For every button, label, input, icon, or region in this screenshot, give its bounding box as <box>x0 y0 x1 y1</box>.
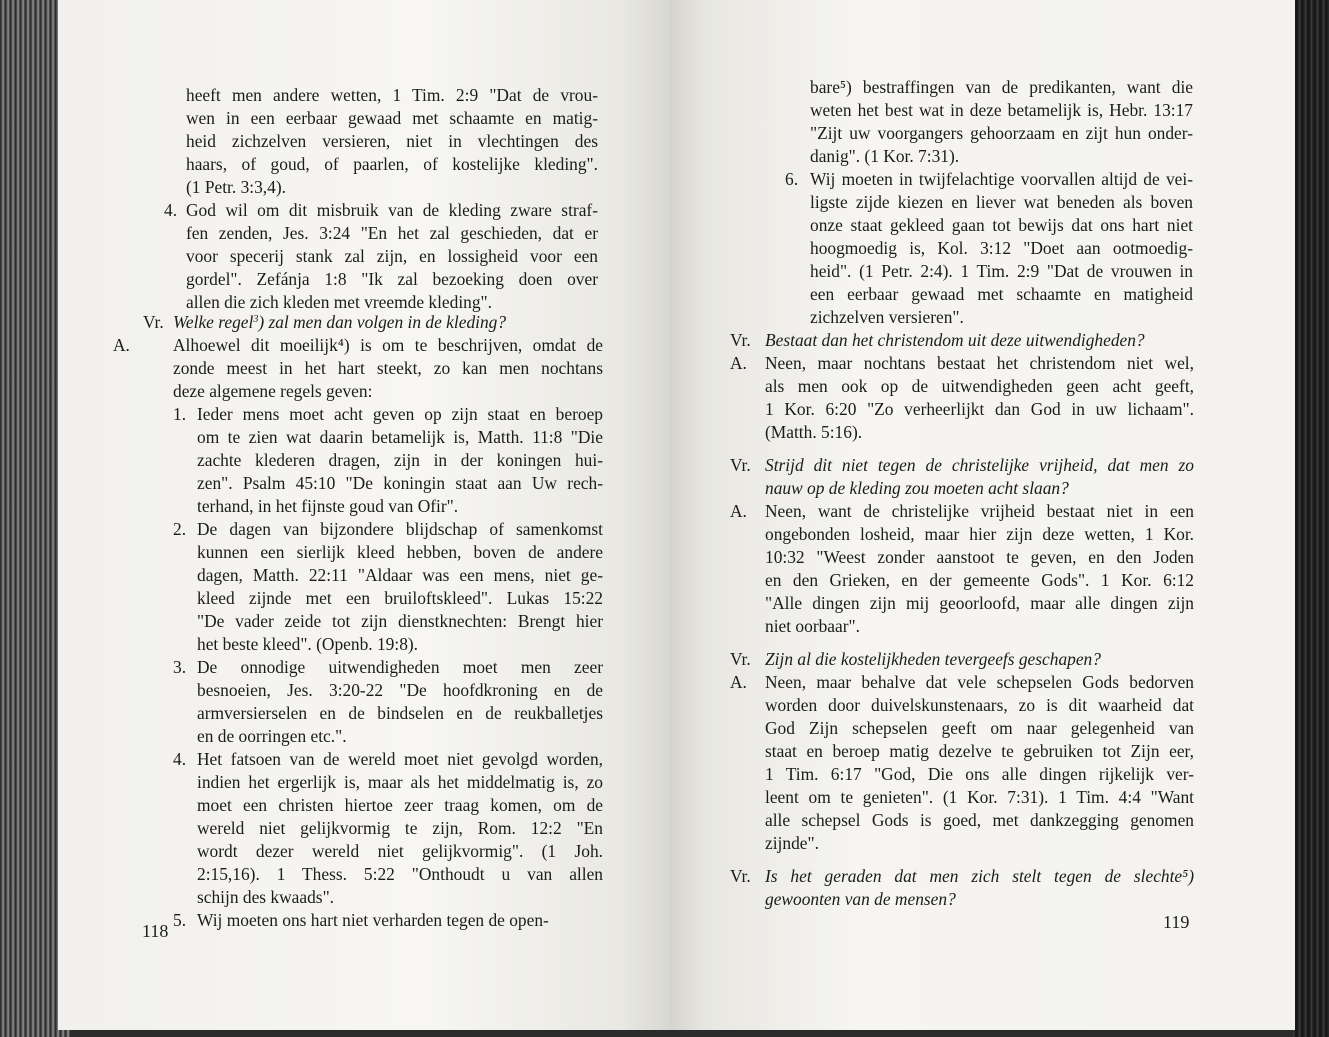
text-line: Wij moeten in twijfelachtige voorvallen altijd de vei- <box>810 169 1193 189</box>
text-line: danig". (1 Kor. 7:31). <box>810 146 960 166</box>
left-page <box>58 0 670 1030</box>
page-number-left: 118 <box>142 921 169 941</box>
question-1 <box>143 311 603 334</box>
text-line: wereld niet gelijkvormig te zijn, Rom. 12:2 "En <box>197 818 603 838</box>
text-line: zichzelven versieren". <box>810 307 964 327</box>
question-label: Vr. <box>730 649 751 669</box>
text-line: 1 Tim. 6:17 "God, Die ons alle dingen rijkelijk ver- <box>765 764 1194 784</box>
question-text-a: Welke regel <box>173 312 254 332</box>
text-line: besnoeien, Jes. 3:20-22 "De hoofdkroning en de <box>197 680 603 700</box>
answer <box>730 500 1194 638</box>
footnote-ref: 3 <box>253 314 259 325</box>
text-line: heid". (1 Petr. 2:4). 1 Tim. 2:9 "Dat de vrouwen in <box>810 261 1193 281</box>
text-line: gordel". Zefánja 1:8 "Ik zal bezoeking doen over <box>186 269 598 289</box>
text-line: Is het geraden dat men zich stelt tegen de slechte⁵) <box>765 866 1194 886</box>
text-line: weten het best wat in deze betamelijk is, Hebr. 13:17 <box>810 100 1193 120</box>
text-line: gewoonten van de mensen? <box>765 889 956 909</box>
text-line: worden door duivelskunstenaars, zo is dit waarheid dat <box>765 695 1194 715</box>
numbered-item <box>785 168 1193 329</box>
text-line: "Alle dingen zijn mij geoorloofd, maar alle dingen zijn <box>765 593 1194 613</box>
text-line: schijn des kwaads". <box>197 887 335 907</box>
item-number: 6. <box>785 169 799 189</box>
question <box>730 454 1194 500</box>
left-qa <box>113 311 603 932</box>
numbered-item <box>173 403 603 518</box>
text-line: voor specerij stank zal zijn, en lossigheid voor een <box>186 246 598 266</box>
book-edge-right <box>1293 0 1329 1037</box>
text-line: Neen, want de christelijke vrijheid bestaat niet in een <box>765 501 1194 521</box>
text-line: indien het ergerlijk is, maar als het middelmatig is, zo <box>197 772 603 792</box>
text-line: dagen, Matth. 22:11 "Aldaar was een mens, niet ge- <box>197 565 603 585</box>
answer-label: A. <box>113 335 130 355</box>
text-line: Bestaat dan het christendom uit deze uitwendigheden? <box>765 330 1145 350</box>
text-line: staat en beroep matig dezelve te gebruiken tot Zijn eer, <box>765 741 1194 761</box>
text-line: (1 Petr. 3:3,4). <box>186 177 286 197</box>
text-line: Neen, maar nochtans bestaat het christendom niet wel, <box>765 353 1194 373</box>
question <box>730 865 1194 911</box>
text-line: Strijd dit niet tegen de christelijke vrijheid, dat men zo <box>765 455 1194 475</box>
item-number: 2. <box>173 519 187 539</box>
text-line: kleed zijnde met een bruiloftskleed". Lukas 15:22 <box>197 588 603 608</box>
text-line: Alhoewel dit moeilijk⁴) is om te beschrijven, omdat de <box>173 335 603 355</box>
question-text <box>173 311 603 334</box>
text-line: een eerbaar gewaad met schaamte en matigheid <box>810 284 1193 304</box>
right-page <box>670 0 1295 1030</box>
text-line: "De vader zeide tot zijn dienstknechten: Brengt hier <box>197 611 603 631</box>
item-6 <box>765 168 1193 329</box>
text-line: fen zenden, Jes. 3:24 "En het zal geschieden, dat er <box>186 223 598 243</box>
continued-item-5 <box>765 76 1193 168</box>
text-line: ongebonden losheid, maar hier zijn deze wetten, 1 Kor. <box>765 524 1194 544</box>
text-line: Zijn al die kostelijkheden tevergeefs geschapen? <box>765 649 1101 669</box>
text-line: nauw op de kleding zou moeten acht slaan? <box>765 478 1069 498</box>
rules-list <box>143 403 603 932</box>
text-line: Neen, maar behalve dat vele schepselen Gods bedorven <box>765 672 1194 692</box>
item-4 <box>164 199 598 314</box>
left-page-text <box>164 84 598 314</box>
item-number: 4. <box>164 200 178 220</box>
answer-label: A. <box>730 353 747 373</box>
question-label: Vr. <box>730 866 751 886</box>
numbered-item <box>173 909 603 932</box>
text-line: heeft men andere wetten, 1 Tim. 2:9 "Dat de vrou- <box>186 85 598 105</box>
text-line: bare⁵) bestraffingen van de predikanten, want die <box>810 77 1193 97</box>
text-line: wen in een eerbaar gewaad met schaamte en matig- <box>186 108 598 128</box>
text-line: Ieder mens moet acht geven op zijn staat en beroep <box>197 404 603 424</box>
text-line: "Zijt uw voorgangers gehoorzaam en zijt hun onder- <box>810 123 1193 143</box>
text-line: allen die zich kleden met vreemde kleding". <box>186 292 493 312</box>
spacer <box>730 638 1194 648</box>
text-line: God Zijn schepselen geeft om naar gelegenheid van <box>765 718 1194 738</box>
text-line: Het fatsoen van de wereld moet niet gevolgd worden, <box>197 749 603 769</box>
text-line: Wij moeten ons hart niet verharden tegen de open- <box>197 910 549 930</box>
item-number: 3. <box>173 657 187 677</box>
answer-text <box>173 334 603 403</box>
text-line: moet een christen hiertoe zeer traag komen, om de <box>197 795 603 815</box>
text-line: hoogmoedig is, Kol. 3:12 "Doet aan ootmoedig- <box>810 238 1193 258</box>
question <box>730 648 1194 671</box>
question <box>730 329 1194 352</box>
text-line: leent om te genieten". (1 Kor. 7:31). 1 Tim. 4:4 "Want <box>765 787 1194 807</box>
text-line: God wil om dit misbruik van de kleding zware straf- <box>186 200 598 220</box>
spacer <box>730 855 1194 865</box>
text-line: het beste kleed". (Openb. 19:8). <box>197 634 419 654</box>
text-line: 2:15,16). 1 Thess. 5:22 "Onthoudt u van allen <box>197 864 603 884</box>
text-line: om te zien wat daarin betamelijk is, Matth. 11:8 "Die <box>197 427 603 447</box>
text-line: haars, of goud, of paarlen, of kostelijke kleding". <box>186 154 598 174</box>
text-line: niet oorbaar". <box>765 616 860 636</box>
text-line: ligste zijde kiezen en liever wat beneden als boven <box>810 192 1193 212</box>
text-line: kunnen een sierlijk kleed hebben, boven de andere <box>197 542 603 562</box>
item-number: 5. <box>173 910 187 930</box>
item-number: 1. <box>173 404 187 424</box>
numbered-item <box>173 748 603 909</box>
answer-label: A. <box>730 501 747 521</box>
intro-paragraph <box>186 84 598 199</box>
question-text-b: ) zal men dan volgen in de kleding? <box>258 312 507 332</box>
text-line: terhand, in het fijnste goud van Ofir". <box>197 496 459 516</box>
item-number: 4. <box>173 749 187 769</box>
text-line: De onnodige uitwendigheden moet men zeer <box>197 657 603 677</box>
answer-label: A. <box>730 672 747 692</box>
text-line: deze algemene regels geven: <box>173 381 373 401</box>
right-page-text <box>765 76 1193 329</box>
text-line: wordt dezer wereld niet gelijkvormig". (1 Joh. <box>197 841 603 861</box>
text-line: zonde meest in het hart steekt, zo kan men nochtans <box>173 358 603 378</box>
text-line: zachte klederen dragen, zijn in der koningen hui- <box>197 450 603 470</box>
page-number-right: 119 <box>1163 912 1190 932</box>
text-line: alle schepsel Gods is goed, met dankzegging genomen <box>765 810 1194 830</box>
text-line: heid zichzelven versieren, niet in vlechtingen des <box>186 131 598 151</box>
answer-1 <box>113 334 603 403</box>
numbered-item <box>173 518 603 656</box>
text-line: zen". Psalm 45:10 "De koningin staat aan Uw rech- <box>197 473 603 493</box>
text-line: armversierselen en de bindselen en de reukballetjes <box>197 703 603 723</box>
text-line: als men ook op de uitwendigheden geen acht geeft, <box>765 376 1194 396</box>
text-line: en den Grieken, en der gemeente Gods". 1 Kor. 6:12 <box>765 570 1194 590</box>
right-qa <box>730 329 1194 911</box>
question-label: Vr. <box>730 330 751 350</box>
spacer <box>730 444 1194 454</box>
answer <box>730 352 1194 444</box>
text-line: De dagen van bijzondere blijdschap of samenkomst <box>197 519 603 539</box>
text-line: en de oorringen etc.". <box>197 726 347 746</box>
text-line: onze staat gekleed gaan tot bewijs dat ons hart niet <box>810 215 1193 235</box>
text-line: 10:32 "Weest zonder aanstoot te geven, en den Joden <box>765 547 1194 567</box>
question-label: Vr. <box>143 312 164 332</box>
numbered-item <box>164 199 598 314</box>
numbered-item <box>173 656 603 748</box>
text-line: zijnde". <box>765 833 819 853</box>
question-label: Vr. <box>730 455 751 475</box>
answer <box>730 671 1194 855</box>
text-line: 1 Kor. 6:20 "Zo verheerlijkt dan God in uw lichaam". <box>765 399 1194 419</box>
text-line: (Matth. 5:16). <box>765 422 863 442</box>
